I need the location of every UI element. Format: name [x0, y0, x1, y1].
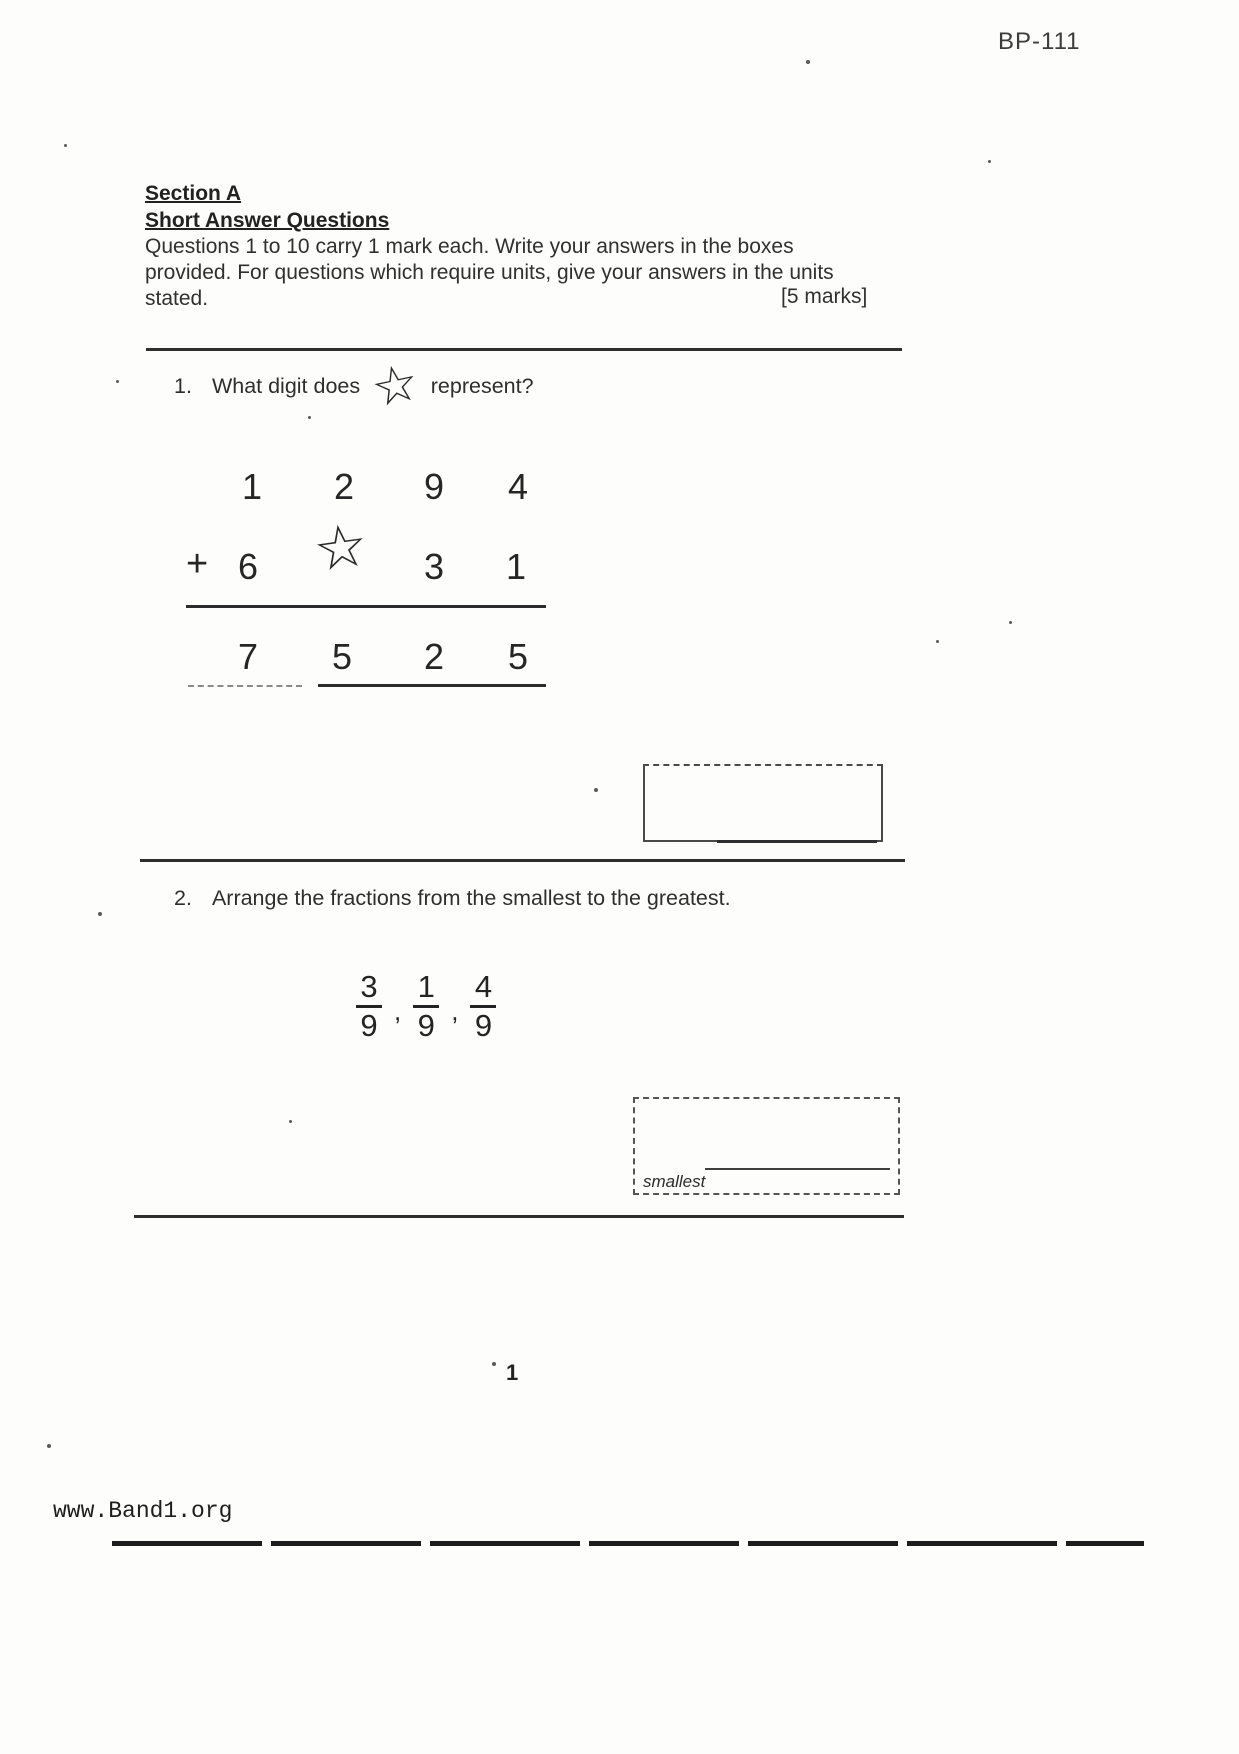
result-digit: 2: [424, 636, 445, 677]
star-icon: ☆: [366, 351, 425, 421]
question-divider: [140, 859, 905, 862]
fraction-group: [350, 969, 502, 1043]
addend-digit: 9: [424, 466, 445, 507]
addend-digit: 4: [508, 466, 529, 507]
answer-line: [705, 1168, 890, 1170]
result-digit: 7: [238, 636, 259, 677]
fraction: [350, 969, 388, 1043]
scan-artifact: [98, 912, 102, 916]
section-divider: [146, 348, 902, 351]
footer-website: www.Band1.org: [53, 1498, 233, 1524]
section-title: Section A: [145, 182, 242, 205]
question-2-number: 2.: [174, 886, 192, 910]
question-1-text-after: represent?: [430, 373, 534, 398]
marks-label: [5 marks]: [781, 285, 868, 308]
question-2-text: Arrange the fractions from the smallest to the greatest.: [211, 886, 731, 910]
fraction-numerator: 4: [474, 969, 493, 1004]
result-underline: [318, 684, 546, 687]
plus-operator: +: [186, 543, 209, 585]
paper-code: BP-111: [998, 28, 1081, 55]
scan-artifact: [594, 788, 598, 792]
star-icon: ☆: [309, 509, 373, 587]
answer-box-line: [717, 840, 877, 843]
fraction-numerator: 3: [360, 969, 378, 1004]
scan-artifact: [988, 160, 991, 163]
bottom-border: [112, 1541, 1144, 1546]
scan-artifact: [492, 1362, 496, 1366]
result-digit: 5: [332, 636, 353, 677]
addition-sum-line: [186, 605, 546, 608]
section-end-divider: [134, 1215, 904, 1218]
answer-box-q1: [643, 764, 883, 842]
scan-artifact: [1009, 621, 1012, 624]
fraction-denominator: 9: [474, 1008, 493, 1043]
section-subtitle: Short Answer Questions: [145, 209, 390, 232]
addend-digit: 1: [242, 466, 263, 507]
fraction-numerator: 1: [417, 969, 435, 1004]
scan-artifact: [47, 1444, 51, 1448]
fraction: [407, 969, 445, 1043]
fraction-separator: ,: [394, 996, 402, 1026]
scan-artifact: [308, 416, 311, 419]
result-underline-dash: [188, 685, 302, 687]
scan-artifact: [936, 640, 939, 643]
fraction-denominator: 9: [360, 1008, 378, 1043]
fraction-separator: ,: [451, 996, 459, 1026]
smallest-label: smallest: [643, 1172, 706, 1191]
result-digit: 5: [508, 636, 529, 677]
fraction: [464, 969, 502, 1043]
addend-digit: 3: [424, 546, 445, 587]
addend-digit: 2: [334, 466, 355, 507]
question-1-prompt: [174, 351, 534, 421]
answer-box-q2: [633, 1097, 900, 1195]
page-number: 1: [506, 1360, 519, 1385]
scan-artifact: [806, 60, 810, 64]
section-instructions: Questions 1 to 10 carry 1 mark each. Write your answers in the boxes provided. For questions which require units, give your answers in the units stated.: [145, 235, 834, 310]
question-1-number: 1.: [174, 373, 192, 398]
scan-artifact: [289, 1120, 292, 1123]
addend-digit: 6: [238, 546, 259, 587]
addend-digit: 1: [506, 546, 527, 587]
scan-artifact: [64, 144, 67, 147]
scan-artifact: [116, 380, 119, 383]
fraction-denominator: 9: [417, 1008, 435, 1043]
question-1-text-before: What digit does: [211, 373, 361, 398]
question-2-prompt: [174, 886, 731, 911]
